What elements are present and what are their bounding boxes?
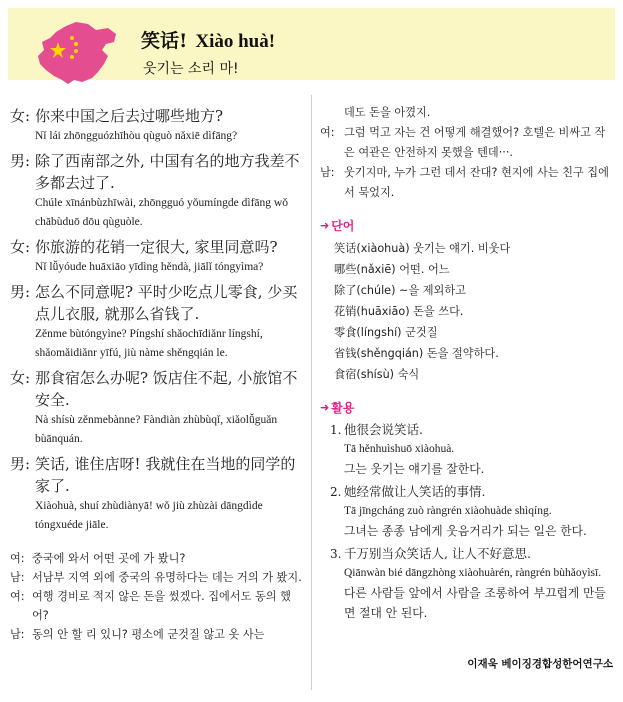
chinese-text: 怎么不同意呢? 平时少吃点儿零食, 少买点儿衣服, 就那么省钱了. — [35, 283, 298, 323]
example-korean: 그녀는 종종 남에게 웃음거리가 되는 일은 한다. — [344, 524, 587, 538]
korean-text: 그럼 먹고 자는 건 어떻게 해결했어? 호텔은 비싸고 작은 여관은 안전하지 못했을 텐데···. — [344, 126, 606, 159]
vocab-item: 哪些(nǎxiē) 어떤. 어느 — [334, 263, 450, 276]
example-korean: 다른 사람들 앞에서 사람을 조롱하여 부끄럽게 만들면 절대 안 된다. — [344, 586, 606, 620]
speaker-label: 女: — [10, 107, 31, 125]
example-number: 3. — [330, 547, 342, 561]
author-credit: 이재욱 베이징경합성한어연구소 — [467, 658, 613, 670]
speaker-label: 男: — [10, 152, 31, 170]
dialogue-body — [35, 236, 305, 281]
title-pinyin: Xiào huà! — [195, 31, 276, 52]
korean-text: 웃기지마, 누가 그런 데서 잔대? 현지에 사는 친구 집에서 묵었지. — [344, 166, 609, 199]
pinyin-text: Nǐ lǚyóude huāxiāo yīdìng hěndà, jiālǐ tóngyìma? — [35, 261, 264, 273]
korean-text: 중국에 와서 어떤 곳에 가 봤니? — [32, 552, 186, 565]
speaker-label: 여: — [320, 126, 335, 139]
vocab-heading — [320, 217, 615, 234]
translation-continued — [320, 103, 615, 203]
usage-heading-label: 활용 — [331, 401, 355, 415]
speaker-label: 男: — [10, 455, 31, 473]
translation-line — [320, 103, 615, 123]
arrow-icon: ➜ — [320, 401, 330, 414]
example-list — [320, 420, 615, 626]
header-banner — [8, 8, 615, 80]
example-pinyin: Tā hěnhuìshuō xiàohuà. — [344, 443, 455, 455]
vocab-item: 除了(chúle) ~을 제외하고 — [334, 284, 466, 297]
example-korean: 그는 웃기는 얘기를 잘한다. — [344, 462, 485, 476]
vocab-item: 笑话(xiàohuà) 웃기는 얘기. 비웃다 — [334, 242, 511, 255]
example-chinese: 千万别当众笑话人, 让人不好意思. — [344, 546, 531, 561]
translation-line — [320, 123, 615, 163]
page-title — [141, 26, 275, 53]
dialogue-body — [35, 367, 305, 453]
pinyin-text: Nà shísù zěnmebànne? Fàndiàn zhùbùqǐ, xiǎolǚguǎn bùānquán. — [35, 414, 278, 445]
example-number: 1. — [330, 423, 342, 437]
example-chinese: 她经常做让人笑话的事情. — [344, 484, 486, 499]
dialogue-line — [10, 105, 305, 150]
korean-text: 동의 안 할 리 있니? 평소에 군것질 않고 옷 사는 — [32, 628, 265, 641]
chinese-text: 笑话, 谁住店呀! 我就住在当地的同学的家了. — [35, 455, 296, 495]
dialogue-line — [10, 150, 305, 236]
example-item — [330, 544, 615, 626]
right-column — [320, 103, 615, 626]
vocab-heading-label: 단어 — [331, 219, 355, 233]
speaker-label — [320, 103, 344, 123]
translation-line — [10, 587, 305, 625]
dialogue-body — [35, 453, 305, 539]
speaker-label: 여: — [10, 590, 25, 603]
translation-line — [320, 163, 615, 203]
arrow-icon: ➜ — [320, 219, 330, 232]
vocab-item: 食宿(shísù) 숙식 — [334, 368, 420, 381]
example-item — [330, 482, 615, 544]
vocab-item: 花销(huāxiāo) 돈을 쓰다. — [334, 305, 464, 318]
example-pinyin: Tā jīngcháng zuò ràngrén xiàohuàde shìqíng. — [344, 505, 552, 517]
speaker-label: 남: — [320, 166, 335, 179]
dialogue-body — [35, 105, 305, 150]
column-divider — [311, 95, 312, 690]
speaker-label: 女: — [10, 369, 31, 387]
dialogue-line — [10, 281, 305, 367]
speaker-label: 男: — [10, 283, 31, 301]
vocab-list — [320, 238, 615, 385]
example-item — [330, 420, 615, 482]
korean-text: 데도 돈을 아꼈지. — [344, 106, 431, 119]
pinyin-text: Zěnme bùtóngyìne? Píngshí shǎochīdiǎnr língshí, shǎomǎidiǎnr yīfú, jiù nàme shěngqián le. — [35, 328, 263, 359]
korean-text: 여행 경비로 적지 않은 돈을 썼겠다. 집에서도 동의 했어? — [32, 590, 291, 622]
chinese-text: 你旅游的花销一定很大, 家里同意吗? — [35, 238, 278, 256]
dialogue-body — [35, 281, 305, 367]
chinese-text: 那食宿怎么办呢? 饭店住不起, 小旅馆不安全. — [35, 369, 298, 409]
page-subtitle: 웃기는 소리 마! — [143, 61, 239, 77]
translation-line — [10, 625, 305, 644]
translation-line — [10, 549, 305, 568]
speaker-label: 남: — [10, 571, 25, 584]
usage-heading — [320, 399, 615, 416]
dialogue-line — [10, 236, 305, 281]
example-body — [344, 420, 615, 482]
chinese-text: 你来中国之后去过哪些地方? — [35, 107, 224, 125]
pinyin-text: Xiàohuà, shuí zhùdiànyā! wǒ jiù zhùzài dāngdìde tóngxuéde jiāle. — [35, 500, 263, 531]
left-column — [10, 105, 305, 644]
translation-section — [10, 549, 305, 644]
example-body — [344, 482, 615, 544]
speaker-label: 남: — [10, 628, 25, 641]
example-number: 2. — [330, 485, 342, 499]
dialogue-body — [35, 150, 305, 236]
china-map-icon — [36, 20, 126, 90]
example-pinyin: Qiānwàn bié dāngzhòng xiàohuàrén, ràngrén bùhǎoyìsī. — [344, 567, 602, 579]
pinyin-text: Nǐ lái zhōngguózhīhòu qùguò nǎxiē dìfāng? — [35, 130, 238, 142]
vocab-item: 省钱(shěngqián) 돈을 절약하다. — [334, 347, 499, 360]
translation-line — [10, 568, 305, 587]
dialogue-section — [10, 105, 305, 539]
speaker-label: 여: — [10, 552, 25, 565]
vocab-item: 零食(língshí) 군것질 — [334, 326, 438, 339]
dialogue-line — [10, 453, 305, 539]
pinyin-text: Chúle xīnánbùzhīwài, zhōngguó yǒumíngde dìfāng wǒ chābùduō dōu qùguòle. — [35, 197, 288, 228]
title-chinese: 笑话! — [141, 30, 188, 52]
dialogue-line — [10, 367, 305, 453]
speaker-label: 女: — [10, 238, 31, 256]
example-chinese: 他很会说笑话. — [344, 422, 423, 437]
example-body — [344, 544, 615, 626]
korean-text: 서남부 지역 외에 중국의 유명하다는 데는 거의 가 봤지. — [32, 571, 302, 584]
chinese-text: 除了西南部之外, 中国有名的地方我差不多都去过了. — [35, 152, 300, 192]
